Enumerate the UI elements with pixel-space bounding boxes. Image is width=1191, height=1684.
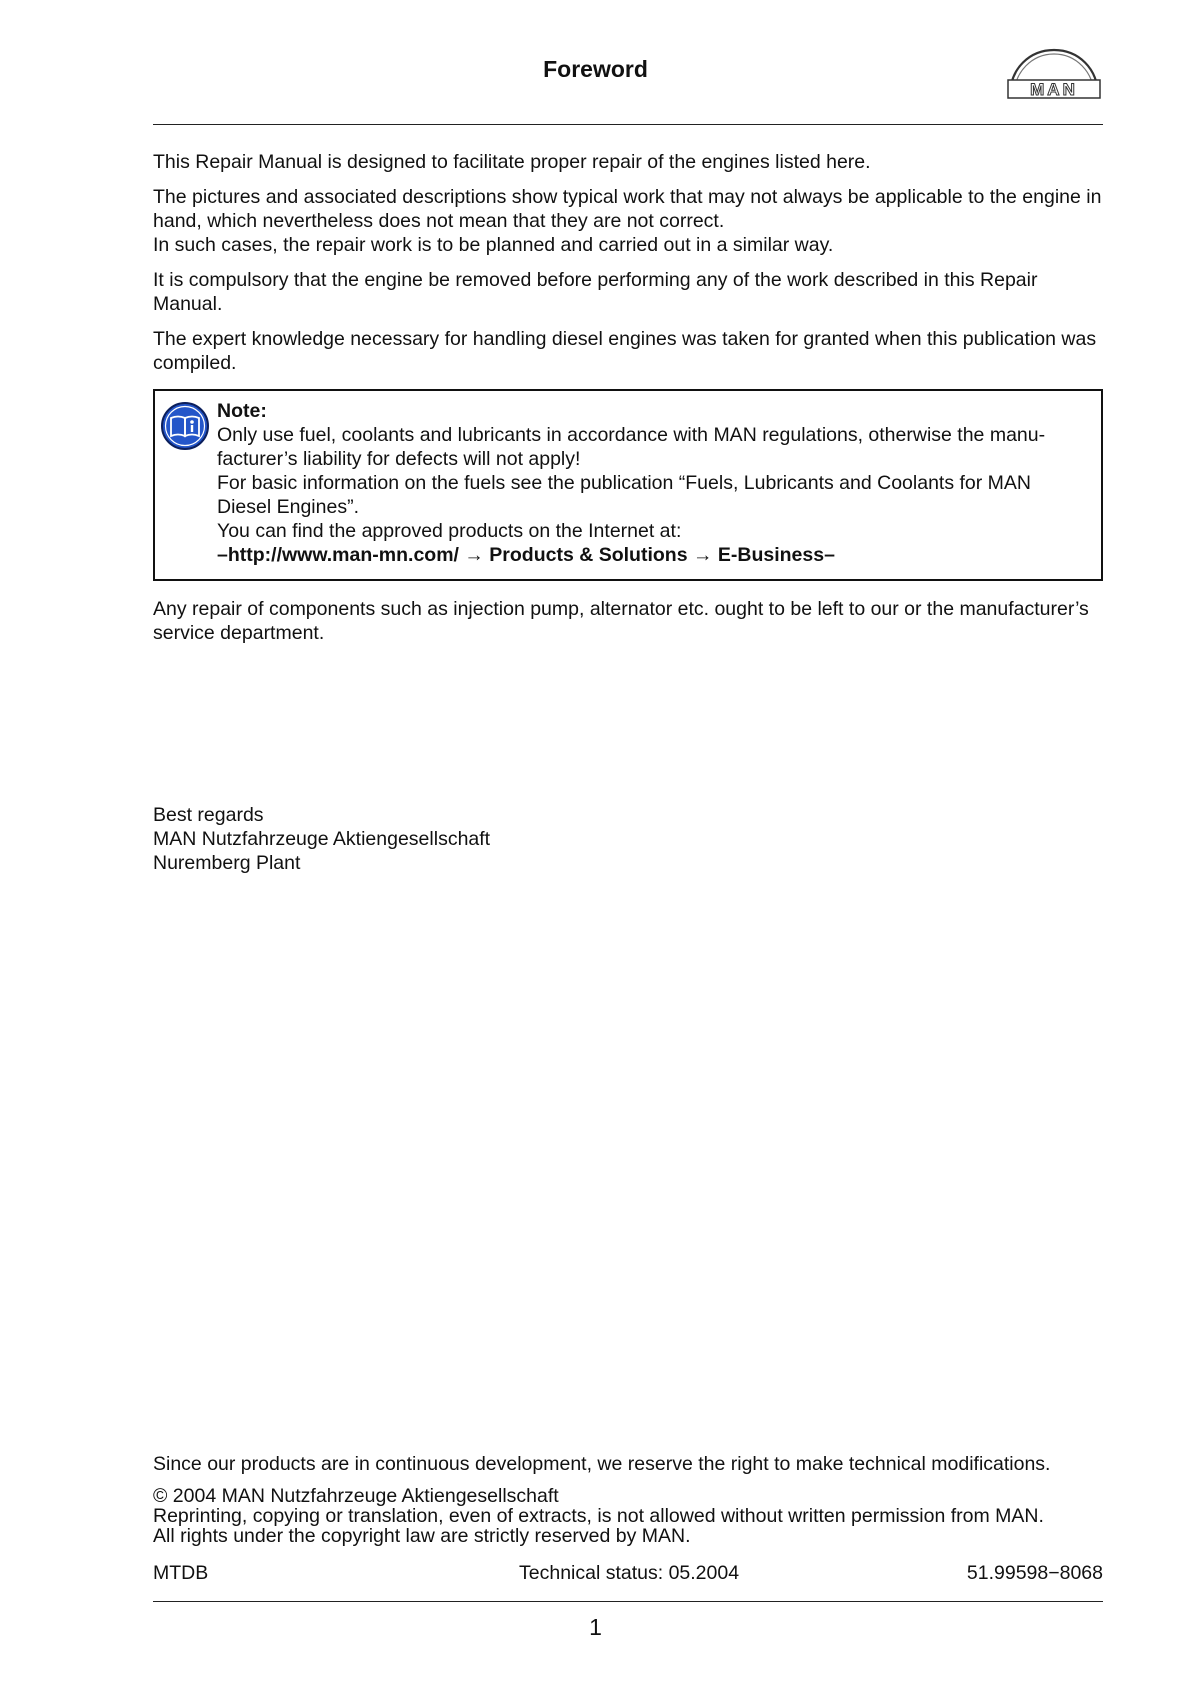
development-note: Since our products are in continuous development, we reserve the right to make technical modifications. [153, 1453, 1051, 1475]
plant-name: Nuremberg Plant [153, 852, 301, 874]
note-link[interactable]: –http://www.man-mn.com/ → Products & Solutions → E-Business– [217, 544, 835, 566]
note-line-regulations: Only use fuel, coolants and lubricants in accordance with MAN regulations, otherwise the manu-facturer’s liability for defects will not apply! [217, 424, 1046, 470]
svg-text:MAN: MAN [1030, 80, 1078, 99]
page-number: 1 [589, 1614, 602, 1640]
info-book-icon [160, 401, 210, 451]
man-logo [1004, 44, 1104, 104]
regards-line: Best regards [153, 804, 264, 826]
note-box [153, 389, 1103, 581]
pictures-paragraph: The pictures and associated descriptions show typical work that may not always be applicable to the engine in hand, which nevertheless does not mean that they are not correct. [153, 186, 1102, 232]
repair-components-paragraph: Any repair of components such as injection pump, alternator etc. ought to be left to our or the manufacturer’s service department. [153, 598, 1089, 644]
copyright-block [153, 1486, 1103, 1546]
company-name: MAN Nutzfahrzeuge Aktiengesellschaft [153, 828, 491, 850]
header-divider [153, 124, 1103, 125]
note-line-publication: For basic information on the fuels see the publication “Fuels, Lubricants and Coolants for MAN Diesel Engines”. [217, 472, 1032, 518]
removal-paragraph: It is compulsory that the engine be removed before performing any of the work described in this Repair Manual. [153, 269, 1038, 315]
regards-block [153, 803, 490, 875]
reprint-line: Reprinting, copying or translation, even of extracts, is not allowed without written permission from MAN. [153, 1505, 1044, 1527]
note-line-internet: You can find the approved products on the Internet at: [217, 520, 682, 542]
foreword-body [153, 150, 1103, 656]
footer-text [153, 1452, 1103, 1546]
similar-way-paragraph: In such cases, the repair work is to be planned and carried out in a similar way. [153, 234, 834, 256]
doc-number: 51.99598−8068 [966, 1562, 1103, 1584]
page-title: Foreword [543, 56, 648, 82]
footer-divider [153, 1601, 1103, 1602]
technical-status: Technical status: 05.2004 [519, 1562, 740, 1584]
expert-knowledge-paragraph: The expert knowledge necessary for handling diesel engines was taken for granted when this publication was compiled. [153, 328, 1097, 374]
rights-line: All rights under the copyright law are strictly reserved by MAN. [153, 1525, 691, 1547]
copyright-line: © 2004 MAN Nutzfahrzeuge Aktiengesellschaft [153, 1485, 559, 1507]
note-title: Note: [217, 400, 267, 422]
doc-code: MTDB [153, 1562, 209, 1584]
intro-paragraph: This Repair Manual is designed to facilitate proper repair of the engines listed here. [153, 151, 871, 173]
